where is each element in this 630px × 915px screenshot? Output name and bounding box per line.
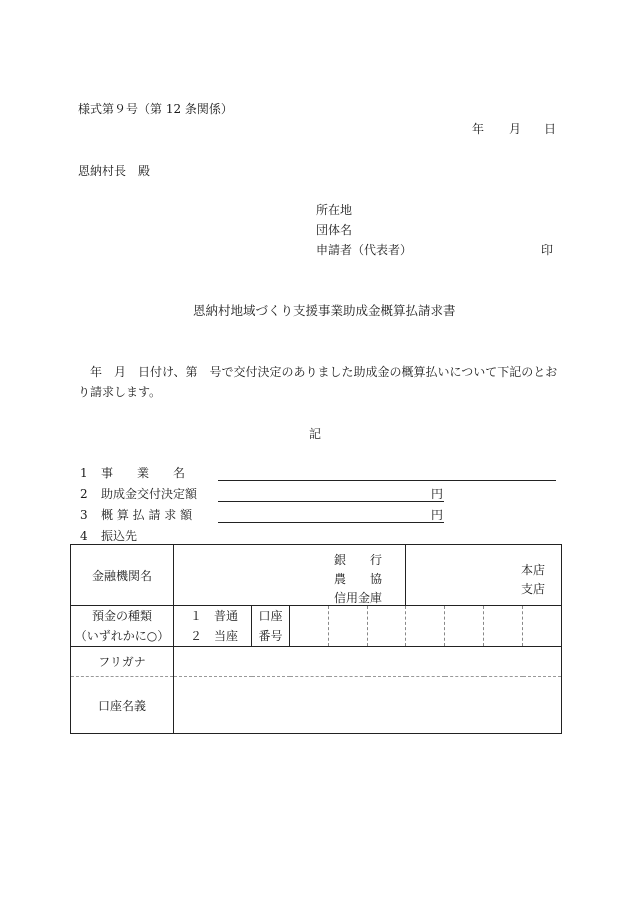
- item-4-label: 振込先: [101, 529, 138, 543]
- account-digit-cell[interactable]: [523, 606, 562, 647]
- date-month-label: 月: [509, 122, 522, 136]
- account-digit-cell[interactable]: [290, 606, 329, 647]
- institution-label: 金融機関名: [71, 545, 174, 606]
- item-2-underline[interactable]: [218, 501, 444, 502]
- group-name-label: 団体名: [316, 223, 353, 237]
- date-year-label: 年: [472, 122, 485, 136]
- item-2-unit: 円: [431, 487, 444, 501]
- item-1-label: 事 業 名: [101, 466, 186, 480]
- ki-marker: 記: [309, 427, 322, 441]
- item-3-unit: 円: [431, 508, 444, 522]
- item-1-underline[interactable]: [218, 480, 556, 481]
- item-1-number: 1: [80, 466, 88, 480]
- account-digit-cell[interactable]: [406, 606, 445, 647]
- ordinary-deposit-option[interactable]: １ 普通: [190, 609, 239, 623]
- institution-name-cell[interactable]: [174, 545, 406, 606]
- requester-label: 申請者（代表者）: [316, 243, 413, 257]
- item-2-number: 2: [80, 487, 88, 501]
- furigana-label: フリガナ: [71, 647, 174, 677]
- deposit-row: [71, 606, 562, 647]
- institution-row: [71, 545, 562, 606]
- body-text-line-2: り請求します。: [78, 385, 162, 399]
- item-3-label: 概 算 払 請 求 額: [101, 508, 193, 522]
- branch-office-label: 支店: [521, 582, 546, 596]
- current-deposit-option[interactable]: ２ 当座: [190, 629, 239, 643]
- item-2-label: 助成金交付決定額: [101, 487, 198, 501]
- account-digit-cell[interactable]: [484, 606, 523, 647]
- form-number: 様式第９号（第 12 条関係）: [78, 102, 233, 116]
- body-text-line-1: 年 月 日付け、第 号で交付決定のありました助成金の概算払いについて下記のとお: [78, 365, 558, 379]
- bank-type: 銀 行: [334, 553, 383, 567]
- account-number-label-2: 番号: [258, 629, 283, 643]
- document-title: 恩納村地域づくり支援事業助成金概算払請求書: [193, 303, 456, 318]
- deposit-type-label-2: （いずれかに○）: [74, 629, 170, 643]
- addressee: 恩納村長 殿: [78, 164, 151, 178]
- location-label: 所在地: [316, 203, 353, 217]
- account-holder-label: 口座名義: [71, 677, 174, 734]
- bank-account-table: [70, 544, 562, 734]
- furigana-input-cell[interactable]: [174, 647, 562, 677]
- branch-cell[interactable]: [406, 545, 562, 606]
- credit-union-type: 信用金庫: [334, 591, 383, 605]
- account-digit-cell[interactable]: [445, 606, 484, 647]
- date-day-label: 日: [544, 122, 557, 136]
- agri-coop-type: 農 協: [334, 572, 383, 586]
- furigana-row: [71, 647, 562, 677]
- account-number-label: [252, 606, 290, 647]
- head-office-label: 本店: [521, 563, 546, 577]
- account-digit-cell[interactable]: [368, 606, 406, 647]
- account-number-label-1: 口座: [258, 609, 283, 623]
- account-holder-input-cell[interactable]: [174, 677, 562, 734]
- deposit-type-label: [71, 606, 174, 647]
- account-digit-cell[interactable]: [329, 606, 368, 647]
- item-3-underline[interactable]: [218, 522, 444, 523]
- item-4-number: 4: [80, 529, 88, 543]
- item-3-number: 3: [80, 508, 88, 522]
- seal-mark: 印: [541, 243, 554, 257]
- deposit-kind-cell[interactable]: [174, 606, 252, 647]
- account-holder-row: [71, 677, 562, 734]
- deposit-type-label-1: 預金の種類: [91, 609, 152, 623]
